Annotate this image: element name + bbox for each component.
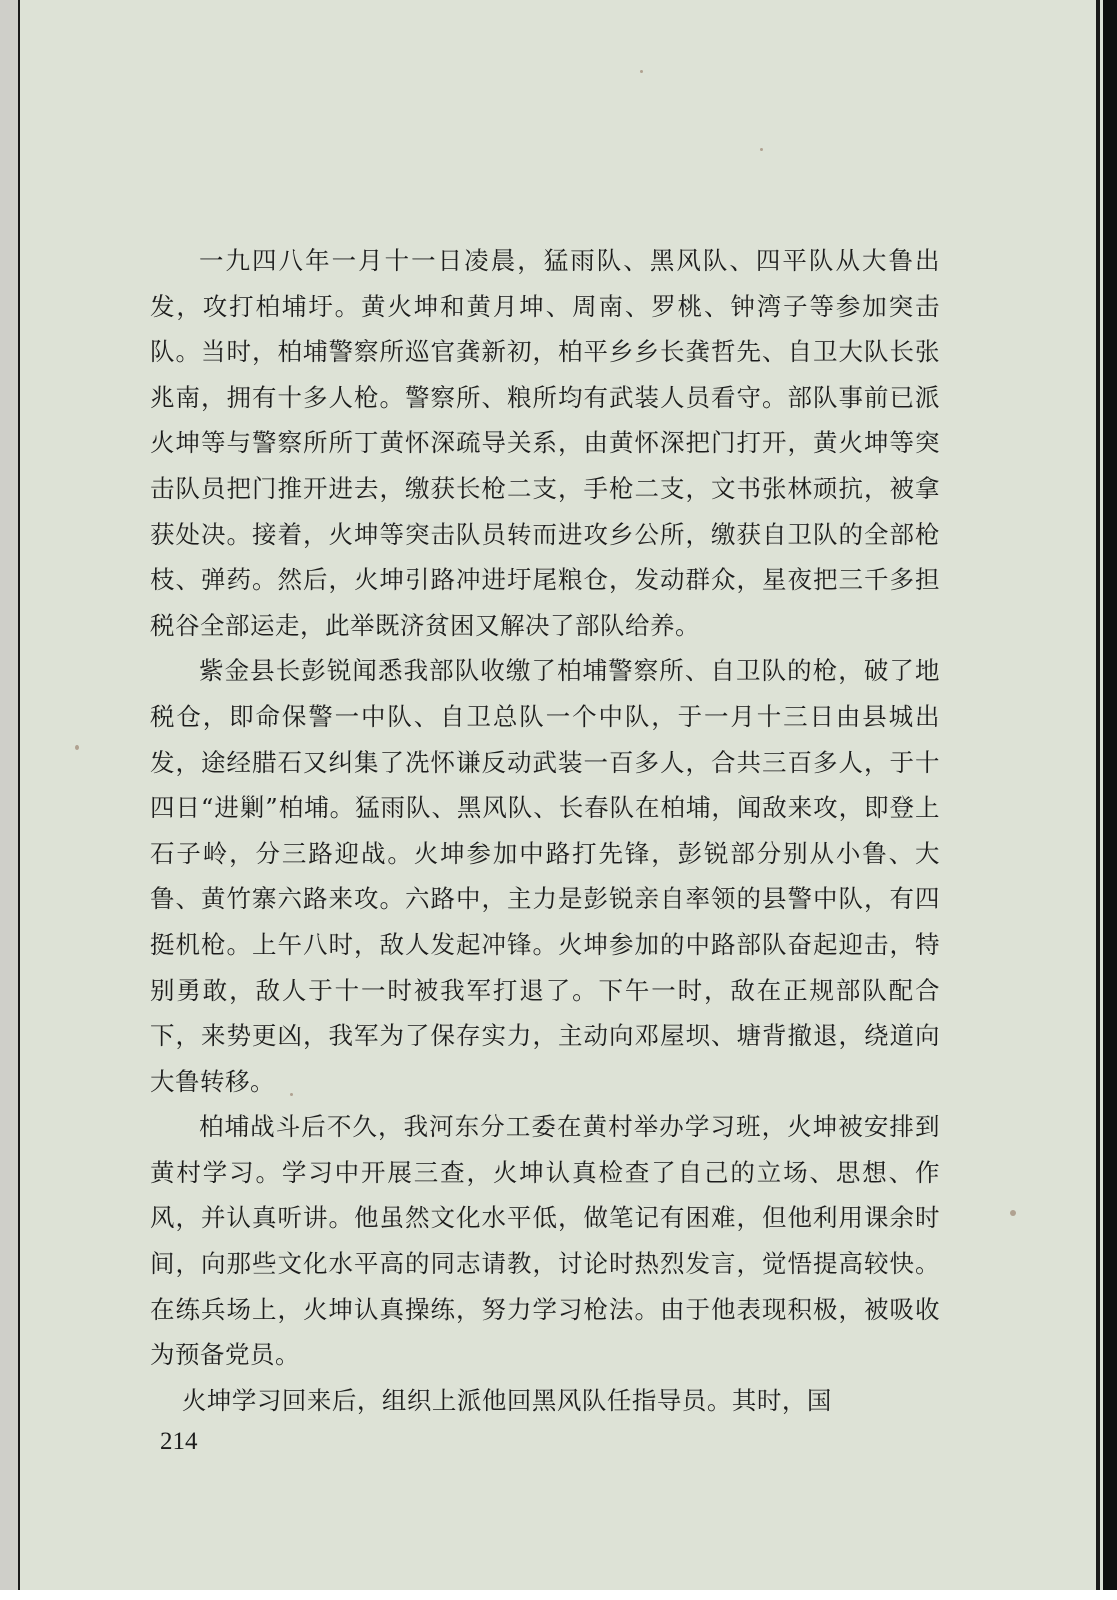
paper-speck xyxy=(760,148,763,151)
body-text xyxy=(150,238,940,1423)
paragraph-4: 火坤学习回来后，组织上派他回黑风队任指导员。其时，国 xyxy=(181,1385,832,1415)
page-number: 214 xyxy=(160,1428,198,1455)
scan-bottom-edge xyxy=(0,1590,1117,1600)
scan-right-edge xyxy=(1103,0,1117,1600)
paragraph-2: 紫金县长彭锐闻悉我部队收缴了柏埔警察所、自卫队的枪，破了地税仓，即命保警一中队、自卫总队一个中队，于一月十三日由县城出发，途经腊石又纠集了冼怀谦反动武装一百多人，合共三百多人，于十四日“进剿”柏埔。猛雨队、黑风队、长春队在柏埔，闻敌来攻，即登上石子岭，分三路迎战。火坤参加中路打先锋，彭锐部分别从小鲁、大鲁、黄竹寨六路来攻。六路中，主力是彭锐亲自率领的县警中队，有四挺机枪。上午八时，敌人发起冲锋。火坤参加的中路部队奋起迎击，特别勇敢，敌人于十一时被我军打退了。下午一时，敌在正规部队配合下，来势更凶，我军为了保存实力，主动向邓屋坝、塘背撤退，绕道向大鲁转移。 xyxy=(150,656,940,1096)
paper-speck xyxy=(75,745,79,750)
paragraph-1: 一九四八年一月十一日凌晨，猛雨队、黑风队、四平队从大鲁出发，攻打柏埔圩。黄火坤和黄月坤、周南、罗桃、钟湾子等参加突击队。当时，柏埔警察所巡官龚新初，柏平乡乡长龚哲先、自卫大队长张兆南，拥有十多人枪。警察所、粮所均有武装人员看守。部队事前已派火坤等与警察所所丁黄怀深疏导关系，由黄怀深把门打开，黄火坤等突击队员把门推开进去，缴获长枪二支，手枪二支，文书张林顽抗，被拿获处决。接着，火坤等突击队员转而进攻乡公所，缴获自卫队的全部枪枝、弹药。然后，火坤引路冲进圩尾粮仓，发动群众，星夜把三千多担税谷全部运走，此举既济贫困又解决了部队给养。 xyxy=(150,246,940,640)
paragraph-3: 柏埔战斗后不久，我河东分工委在黄村举办学习班，火坤被安排到黄村学习。学习中开展三查，火坤认真检查了自己的立场、思想、作风，并认真听讲。他虽然文化水平低，做笔记有困难，但他利用课余时间，向那些文化水平高的同志请教，讨论时热烈发言，觉悟提高较快。在练兵场上，火坤认真操练，努力学习枪法。由于他表现积极，被吸收为预备党员。 xyxy=(150,1112,940,1370)
scan-left-margin xyxy=(0,0,18,1600)
paper-speck xyxy=(1010,1210,1016,1216)
paper-speck xyxy=(640,70,643,73)
